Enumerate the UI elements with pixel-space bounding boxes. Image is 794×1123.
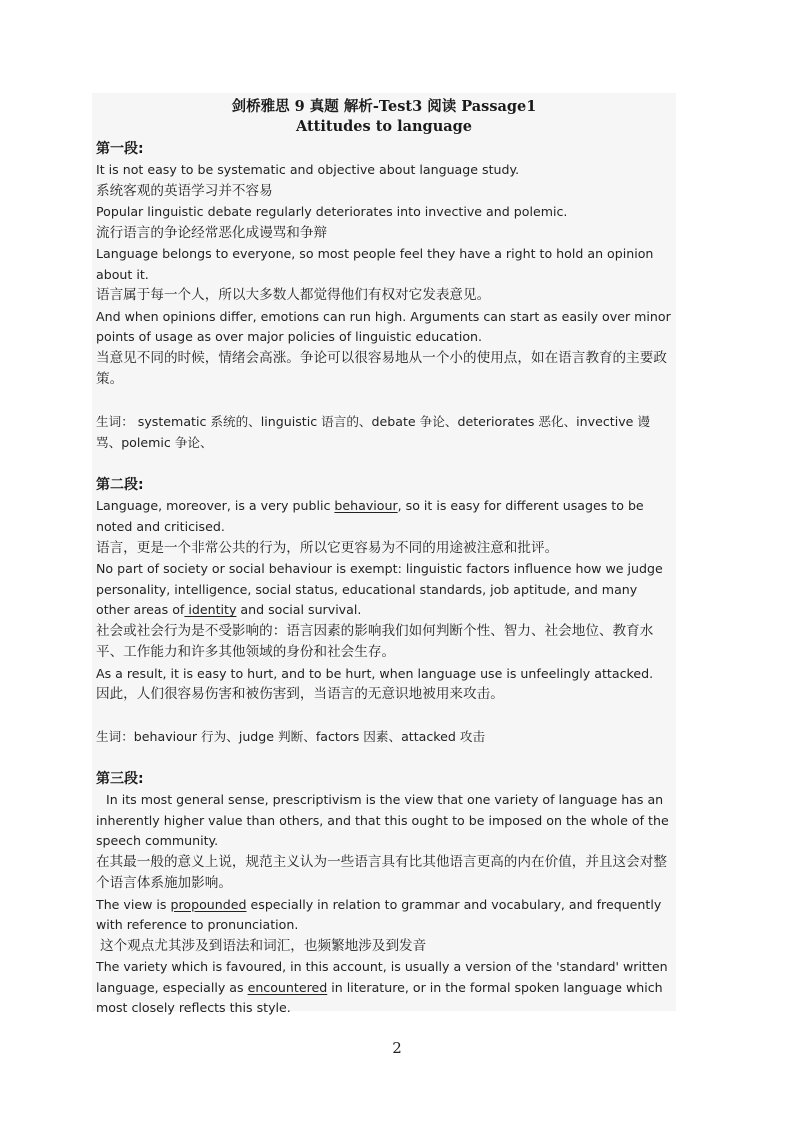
section-2-heading: 第二段: <box>96 477 144 494</box>
section-1-english-2: Popular linguistic debate regularly deteriorates into invective and polemic. <box>96 204 568 219</box>
section-2-english-3: As a result, it is easy to hurt, and to be hurt, when language use is unfeelingly attacked. <box>96 665 654 681</box>
underlined-word: propounded <box>170 896 247 912</box>
section-1-english-1: It is not easy to be systematic and objective about language study. <box>96 162 520 177</box>
section-3-english-1: In its most general sense, prescriptivism is the view that one variety of language has an inherently higher value than others, and that this ought to be imposed on the whole of the speech community. <box>96 792 669 849</box>
document-content <box>96 97 672 1019</box>
section-2-english-2: No part of society or social behaviour is exempt: linguistic factors influence how we judge personality, intelligence, social status, educational standards, job aptitude, and many other areas of identity and social survival. <box>96 561 663 618</box>
section-3-chinese-1: 在其最一般的意义上说，规范主义认为一些语言具有比其他语言更高的内在价值，并且这会对整个语言体系施加影响。 <box>96 853 667 892</box>
section-1-vocabulary: 生词： systematic 系统的、linguistic 语言的、debate 争论、deteriorates 恶化、invective 谩骂、polemic 争论、 <box>96 413 651 450</box>
section-1-chinese-3: 语言属于每一个人，所以大多数人都觉得他们有权对它发表意见。 <box>96 287 491 304</box>
section-1-english-4: And when opinions differ, emotions can run high. Arguments can start as easily over minor points of usage as over major policies of linguistic education. <box>96 308 671 345</box>
document-title: 剑桥雅思 9 真题 解析-Test3 阅读 Passage1 <box>231 98 537 115</box>
section-3-heading: 第三段: <box>96 771 144 787</box>
section-3-chinese-2: 这个观点尤其涉及到语法和词汇，也频繁地涉及到发音 <box>100 937 427 954</box>
page-number: 2 <box>392 1039 402 1057</box>
underlined-word: encountered <box>247 979 328 995</box>
section-3-english-2: The view is propounded especially in relation to grammar and vocabulary, and frequently with reference to pronunciation. <box>96 896 662 933</box>
section-1-heading: 第一段: <box>96 141 144 157</box>
section-2-chinese-1: 语言，更是一个非常公共的行为，所以它更容易为不同的用途被注意和批评。 <box>96 539 559 556</box>
section-1-chinese-2: 流行语言的争论经常恶化成谩骂和争辩 <box>96 224 328 241</box>
passage-title: Attitudes to language <box>295 118 473 135</box>
section-3-english-3: The variety which is favoured, in this account, is usually a version of the 'standard' written language, especially as encountered in literature, or in the formal spoken language which most closely reflects this style. <box>96 959 668 1016</box>
underlined-word: identity <box>184 602 237 618</box>
section-2-chinese-3: 因此，人们很容易伤害和被伤害到，当语言的无意识地被用来攻击。 <box>96 686 504 703</box>
underlined-word: behaviour <box>334 498 398 514</box>
section-2-vocabulary: 生词：behaviour 行为、judge 判断、factors 因素、attacked 攻击 <box>96 728 486 744</box>
section-1-chinese-4: 当意见不同的时候，情绪会高涨。争论可以很容易地从一个小的使用点，如在语言教育的主要政策。 <box>96 349 667 388</box>
section-2-english-1: Language, moreover, is a very public behaviour, so it is easy for different usages to be noted and criticised. <box>96 498 644 534</box>
section-1-chinese-1: 系统客观的英语学习并不容易 <box>96 182 273 199</box>
section-1-english-3: Language belongs to everyone, so most people feel they have a right to hold an opinion about it. <box>96 246 654 282</box>
section-2-chinese-2: 社会或社会行为是不受影响的：语言因素的影响我们如何判断个性、智力、社会地位、教育水平、工作能力和许多其他领域的身份和社会生存。 <box>96 622 654 661</box>
